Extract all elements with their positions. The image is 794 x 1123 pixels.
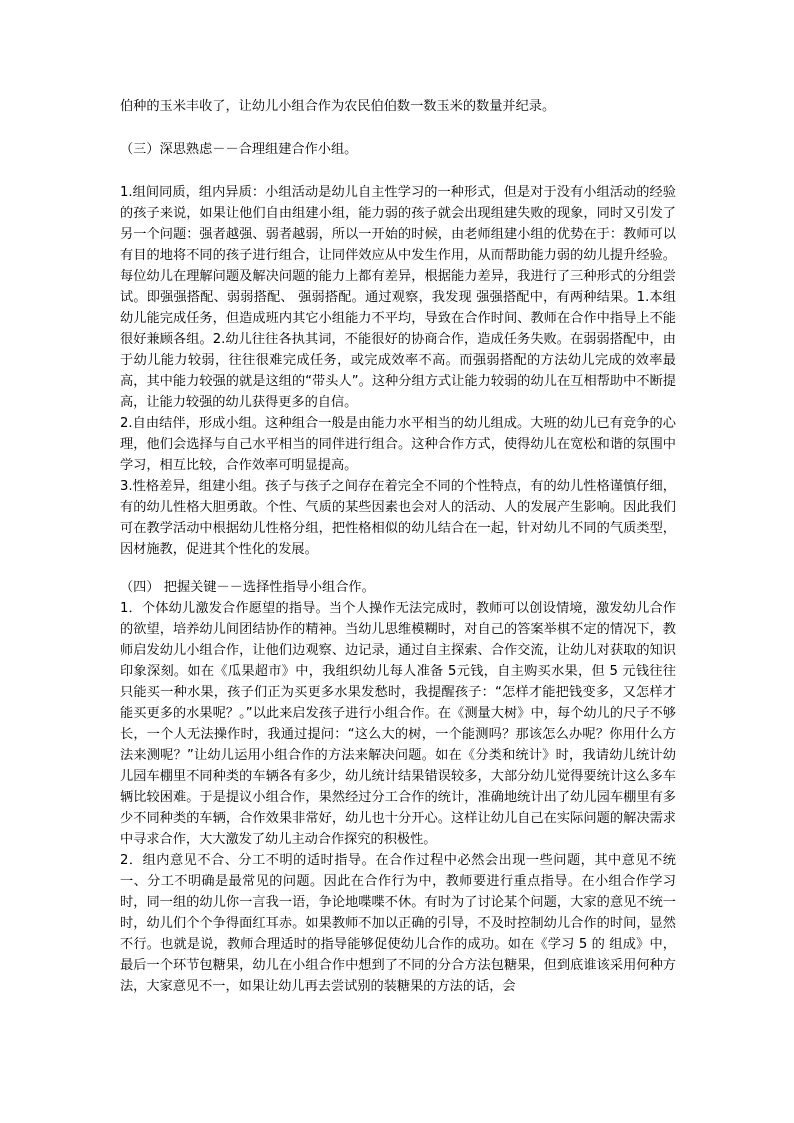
intro-paragraph: 伯种的玉米丰收了，让幼儿小组合作为农民伯伯数一数玉米的数量并纪录。 xyxy=(120,99,556,114)
section3-paragraph-3: 3.性格差异，组建小组。孩子与孩子之间存在着完全不同的个性特点，有的幼儿性格谨慎仔细，有的幼儿性格大胆勇敢。个性、气质的某些因素也会对人的活动、人的发展产生影响。因此我们可在教学活动中根据幼儿性格分组，把性格相似的幼儿结合在一起，针对幼儿不同的气质类型，因材施教，促进其个性化的发展。 xyxy=(120,479,676,557)
section-heading-4: （四） 把握关键－－选择性指导小组合作。 xyxy=(120,580,375,595)
document-page xyxy=(120,96,676,997)
section4-paragraph-2: 2．组内意见不合、分工不明的适时指导。在合作过程中必然会出现一些问题，其中意见不统一、分工不明确是最常见的问题。因此在合作行为中，教师要进行重点指导。在小组合作学习时，同一组的幼儿你一言我一语，争论地喋喋不休。有时为了讨论某个问题，大家的意见不统一时，幼儿们个个争得面红耳赤。如果教师不加以正确的引导，不及时控制幼儿合作的时间，显然不行。也就是说，教师合理适时的指导能够促使幼儿合作的成功。如在《学习 5 的 组成》中，最后一个环节包糖果，幼儿在小组合作中想到了不同的分合方法包糖果，但到底谁该采用何种方法，大家意见不一，如果让幼儿再去尝试别的装糖果的方法的话，会 xyxy=(120,853,676,994)
section3-paragraph-1: 1.组间同质，组内异质：小组活动是幼儿自主性学习的一种形式，但是对于没有小组活动的经验的孩子来说，如果让他们自由组建小组，能力弱的孩子就会出现组建失败的现象，同时又引发了另一个问题：强者越强、弱者越弱，所以一开始的时候，由老师组建小组的优势在于：教师可以有目的地将不同的孩子进行组合，让同伴效应从中发生作用，从而帮助能力弱的幼儿提升经验。每位幼儿在理解问题及解决问题的能力上都有差异，根据能力差异，我进行了三种形式的分组尝试。即强强搭配、弱弱搭配、 强弱搭配。通过观察，我发现 强强搭配中，有两种结果。1.本组幼儿能完成任务，但造成班内其它小组能力不平均，导致在合作时间、教师在合作中指导上不能很好兼顾各组。2.幼儿往往各执其词，不能很好的协商合作，造成任务失败。在弱弱搭配中，由于幼儿能力较弱，往往很难完成任务，或完成效率不高。而强弱搭配的方法幼儿完成的效率最高，其中能力较强的就是这组的“带头人”。这种分组方式让能力较弱的幼儿在互相帮助中不断提高，让能力较强的幼儿获得更多的自信。 xyxy=(120,185,676,410)
section3-paragraph-2: 2.自由结伴，形成小组。这种组合一般是由能力水平相当的幼儿组成。大班的幼儿已有竞争的心理，他们会选择与自己水平相当的同伴进行组合。这种合作方式，使得幼儿在宽松和谐的氛围中学习，相互比较，合作效率可明显提高。 xyxy=(120,416,676,473)
section4-paragraph-1: 1．个体幼儿激发合作愿望的指导。当个人操作无法完成时，教师可以创设情境，激发幼儿合作的欲望，培养幼儿间团结协作的精神。当幼儿思维模糊时，对自己的答案举棋不定的情况下，教师启发幼儿小组合作，让他们边观察、边记录，通过自主探索、合作交流，让幼儿对获取的知识印象深刻。如在《瓜果超市》中，我组织幼儿每人准备 5元钱，自主购买水果，但 5 元钱往往只能买一种水果，孩子们正为买更多水果发愁时，我提醒孩子：“怎样才能把钱变多，又怎样才能买更多的水果呢？。”以此来启发孩子进行小组合作。在《测量大树》中，每个幼儿的尺子不够长，一个人无法操作时，我通过提问：“这么大的树，一个能测吗？那该怎么办呢？你用什么方法来测呢？”让幼儿运用小组合作的方法来解决问题。如在《分类和统计》时，我请幼儿统计幼儿园车棚里不同种类的车辆各有多少，幼儿统计结果错误较多，大部分幼儿觉得要统计这么多车辆比较困难。于是提议小组合作，果然经过分工合作的统计，准确地统计出了幼儿园车棚里有多少不同种类的车辆，合作效果非常好，幼儿也十分开心。这样让幼儿自己在实际问题的解决需求中寻求合作，大大激发了幼儿主动合作探究的积极性。 xyxy=(120,601,676,847)
section-heading-3: （三）深思熟虑－－合理组建合作小组。 xyxy=(120,142,358,157)
